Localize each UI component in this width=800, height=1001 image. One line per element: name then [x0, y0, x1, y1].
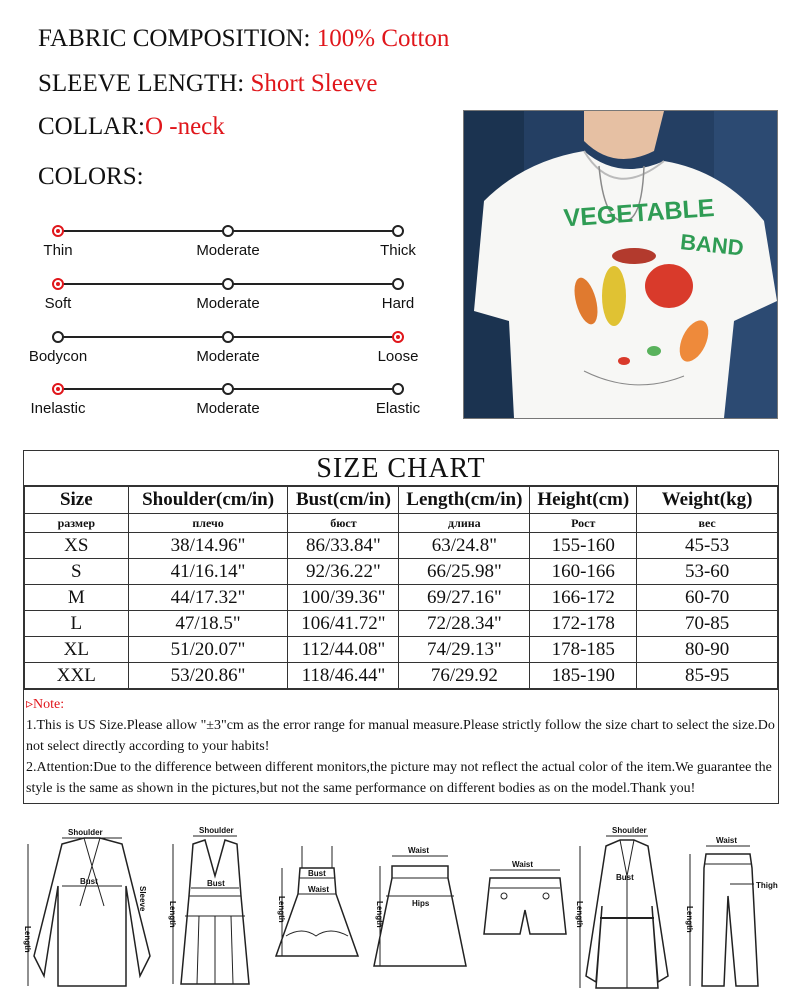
- scale-label-mid: Moderate: [196, 295, 260, 312]
- scale-label-mid: Moderate: [196, 400, 260, 417]
- cell-length: 76/29.92: [399, 663, 530, 689]
- cell-bust: 112/44.08": [288, 637, 399, 663]
- size-table: [24, 486, 778, 689]
- shorts-diagram-icon: [478, 826, 573, 991]
- cell-shoulder: 38/14.96": [128, 533, 288, 559]
- scale-dot: [222, 331, 234, 343]
- cell-weight: 70-85: [637, 611, 778, 637]
- size-rows: [25, 533, 778, 689]
- collar-label: COLLAR:: [38, 113, 145, 140]
- scale-dot: [392, 383, 404, 395]
- skirt-diagram-icon: [370, 826, 470, 991]
- cell-weight: 60-70: [637, 585, 778, 611]
- cell-shoulder: 41/16.14": [128, 559, 288, 585]
- diagram-coat: [572, 826, 682, 1001]
- scale-dot: [222, 383, 234, 395]
- cell-size: L: [25, 611, 129, 637]
- label-length-4: Length: [375, 901, 384, 928]
- diagram-sundress: [272, 826, 362, 996]
- label-sleeve: Sleeve: [138, 886, 147, 912]
- label-length-6: Length: [575, 901, 584, 928]
- cell-bust: 100/39.36": [288, 585, 399, 611]
- print-text-2: BAND: [679, 229, 745, 261]
- cell-height: 178-185: [530, 637, 637, 663]
- cell-height: 160-166: [530, 559, 637, 585]
- table-row: [25, 637, 778, 663]
- col-header-shoulder: Shoulder(cm/in): [128, 487, 288, 514]
- col-subheader-shoulder: плечо: [128, 514, 288, 533]
- col-subheader-bust: бюст: [288, 514, 399, 533]
- cell-weight: 85-95: [637, 663, 778, 689]
- header-row: [25, 487, 778, 514]
- label-bust: Bust: [80, 877, 98, 886]
- label-waist-7: Waist: [716, 836, 738, 845]
- cell-length: 63/24.8": [399, 533, 530, 559]
- col-header-height: Height(cm): [530, 487, 637, 514]
- label-length-7: Length: [685, 906, 694, 933]
- col-header-bust: Bust(cm/in): [288, 487, 399, 514]
- label-waist-5: Waist: [512, 860, 534, 869]
- scale-label-right: Elastic: [375, 400, 421, 417]
- scale-dot: [392, 278, 404, 290]
- scale-label-right: Hard: [381, 295, 415, 312]
- cell-height: 155-160: [530, 533, 637, 559]
- label-bust-2: Bust: [207, 879, 225, 888]
- cell-weight: 80-90: [637, 637, 778, 663]
- scale-label-left: Thin: [43, 242, 73, 259]
- label-shoulder: Shoulder: [68, 828, 103, 837]
- col-header-weight: Weight(kg): [637, 487, 778, 514]
- label-length-3: Length: [277, 896, 286, 923]
- sleeve-value: Short Sleeve: [250, 70, 378, 97]
- diagram-skirt: [370, 826, 470, 996]
- diagram-pants: [680, 826, 780, 1001]
- dress-diagram-icon: [165, 826, 265, 991]
- size-notes: [24, 689, 778, 803]
- cell-bust: 106/41.72": [288, 611, 399, 637]
- cell-shoulder: 51/20.07": [128, 637, 288, 663]
- table-row: [25, 611, 778, 637]
- collar-value: O -neck: [144, 113, 225, 140]
- label-bust-3: Bust: [308, 869, 326, 878]
- scale-label-mid: Moderate: [196, 348, 260, 365]
- scale-label-left: Soft: [44, 295, 72, 312]
- cell-bust: 92/36.22": [288, 559, 399, 585]
- scale-dot: [392, 225, 404, 237]
- cell-height: 166-172: [530, 585, 637, 611]
- cell-bust: 86/33.84": [288, 533, 399, 559]
- cell-size: XXL: [25, 663, 129, 689]
- sleeve-label: SLEEVE LENGTH:: [38, 70, 245, 97]
- label-length: Length: [23, 926, 32, 953]
- colors-label: COLORS:: [38, 163, 144, 190]
- diagram-blouse: [22, 826, 162, 1001]
- scale-dot: [52, 331, 64, 343]
- fabric-composition: [38, 24, 449, 54]
- col-subheader-size: размер: [25, 514, 129, 533]
- cell-length: 69/27.16": [399, 585, 530, 611]
- cell-length: 74/29.13": [399, 637, 530, 663]
- tshirt-photo-art: [464, 111, 777, 418]
- blouse-diagram-icon: [22, 826, 162, 996]
- note-heading: ▹Note:: [26, 697, 65, 712]
- cell-shoulder: 53/20.86": [128, 663, 288, 689]
- label-shoulder-6: Shoulder: [612, 826, 647, 835]
- scale-dot-selected: [52, 278, 64, 290]
- scale-dot: [222, 278, 234, 290]
- product-photo: [463, 110, 778, 419]
- pants-diagram-icon: [680, 826, 780, 996]
- scale-dot: [222, 225, 234, 237]
- diagram-shorts: [478, 826, 573, 996]
- label-waist-3: Waist: [308, 885, 330, 894]
- col-header-size: Size: [25, 487, 129, 514]
- cell-height: 172-178: [530, 611, 637, 637]
- table-row: [25, 533, 778, 559]
- fabric-value: 100% Cotton: [316, 25, 450, 52]
- cell-height: 185-190: [530, 663, 637, 689]
- scale-label-left: Inelastic: [30, 400, 86, 417]
- size-chart: [23, 450, 779, 804]
- diagram-dress: [165, 826, 265, 996]
- cell-length: 66/25.98": [399, 559, 530, 585]
- table-row: [25, 559, 778, 585]
- colors: [38, 162, 144, 192]
- col-header-length: Length(cm/in): [399, 487, 530, 514]
- cell-shoulder: 44/17.32": [128, 585, 288, 611]
- table-row: [25, 663, 778, 689]
- size-chart-title: SIZE CHART: [24, 451, 778, 486]
- fabric-label: FABRIC COMPOSITION:: [38, 25, 311, 52]
- col-subheader-height: Рост: [530, 514, 637, 533]
- cell-weight: 53-60: [637, 559, 778, 585]
- col-subheader-length: длина: [399, 514, 530, 533]
- cell-size: XL: [25, 637, 129, 663]
- cell-size: M: [25, 585, 129, 611]
- scale-label-mid: Moderate: [196, 242, 260, 259]
- cell-weight: 45-53: [637, 533, 778, 559]
- cell-bust: 118/46.44": [288, 663, 399, 689]
- cell-size: S: [25, 559, 129, 585]
- label-length-2: Length: [168, 901, 177, 928]
- cell-length: 72/28.34": [399, 611, 530, 637]
- subheader-row: [25, 514, 778, 533]
- cell-size: XS: [25, 533, 129, 559]
- scale-dot-selected: [52, 383, 64, 395]
- scale-label-left: Bodycon: [28, 348, 88, 365]
- scale-label-right: Loose: [377, 348, 419, 365]
- coat-diagram-icon: [572, 826, 682, 996]
- note-2: 2.Attention:Due to the difference between different monitors,the picture may not reflect the actual color of the item.We guarantee the style is the same as shown in the pictures,but not the same performance on different bodies as on the model.Thank you!: [26, 760, 772, 796]
- print-text-1: VEGETABLE: [562, 194, 716, 233]
- sleeve-length: [38, 69, 378, 99]
- scale-dot-selected: [392, 331, 404, 343]
- label-thigh-7: Thigh: [756, 881, 778, 890]
- label-hips-4: Hips: [412, 899, 430, 908]
- col-subheader-weight: вес: [637, 514, 778, 533]
- collar: [38, 112, 225, 142]
- sundress-diagram-icon: [272, 826, 362, 991]
- label-bust-6: Bust: [616, 873, 634, 882]
- note-1: 1.This is US Size.Please allow "±3"cm as the error range for manual measure.Please strictly follow the size chart to select the size.Do not select directly according to your habits!: [26, 718, 775, 754]
- scale-label-right: Thick: [380, 242, 416, 259]
- label-waist-4: Waist: [408, 846, 430, 855]
- label-shoulder-2: Shoulder: [199, 826, 234, 835]
- table-row: [25, 585, 778, 611]
- scale-dot-selected: [52, 225, 64, 237]
- cell-shoulder: 47/18.5": [128, 611, 288, 637]
